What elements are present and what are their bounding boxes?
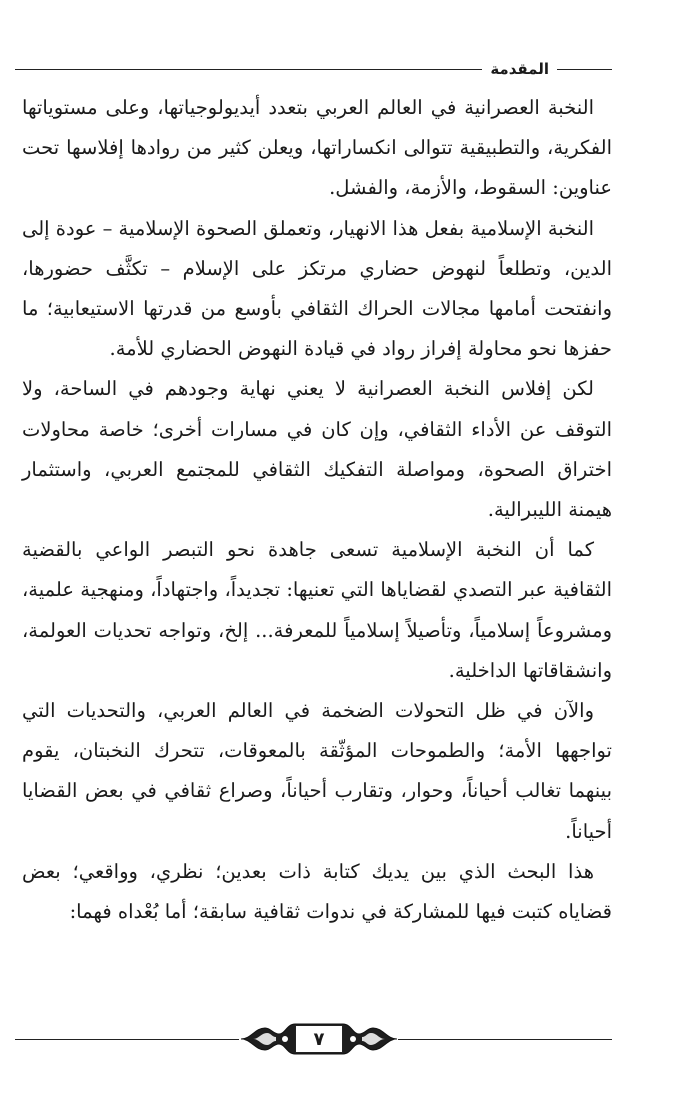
paragraph-1: النخبة العصرانية في العالم العربي بتعدد أيديولوجياتها، وعلى مستوياتها الفكرية، والتطبيقية تتوالى انكساراتها، ويعلن كثير من روادها إفلاسها تحت عناوين: السقوط، والأزمة، والفشل. bbox=[22, 96, 612, 200]
footer-rule-left bbox=[15, 1039, 239, 1040]
running-header-title: المقدمة bbox=[490, 60, 549, 78]
page-number: ٧ bbox=[295, 1025, 343, 1053]
header-rule-left bbox=[15, 69, 482, 70]
page-footer bbox=[15, 1018, 612, 1060]
paragraph-3: لكن إفلاس النخبة العصرانية لا يعني نهاية وجودهم في الساحة، ولا التوقف عن الأداء الثقافي، وإن كان في مسارات أخرى؛ خاصة محاولات اختراق الصحوة، ومواصلة التفكيك الثقافي للمجتمع العربي، واستثمار هيمنة الليبرالية. bbox=[22, 377, 612, 522]
paragraph-2: النخبة الإسلامية بفعل هذا الانهيار، وتعملق الصحوة الإسلامية – عودة إلى الدين، وتطلعاً لنهوض حضاري مرتكز على الإسلام – تكثَّف حضورها، وانفتحت أمامها مجالات الحراك الثقافي بأوسع من قدرتها الاستيعابية؛ ما حفزها نحو محاولة إفراز رواد في قيادة النهوض الحضاري للأمة. bbox=[21, 216, 612, 361]
paragraph-4: كما أن النخبة الإسلامية تسعى جاهدة نحو التبصر الواعي بالقضية الثقافية عبر التصدي لقضاياها التي تعنيها: تجديداً، واجتهاداً، ومنهجية علمية، ومشروعاً إسلامياً، وتأصيلاً إسلامياً للمعرفة... إلخ، وتواجه تحديات العولمة، وانشقاقاتها الداخلية. bbox=[22, 538, 612, 682]
running-header bbox=[15, 58, 612, 80]
footer-rule-right bbox=[398, 1039, 612, 1040]
header-rule-right bbox=[557, 69, 612, 70]
paragraph-6: هذا البحث الذي بين يديك كتابة ذات بعدين؛ نظري، وواقعي؛ بعض قضاياه كتبت فيها للمشاركة في ندوات ثقافية سابقة؛ أما بُعْداه فهما: bbox=[22, 859, 612, 924]
paragraph-5: والآن في ظل التحولات الضخمة في العالم العربي، والتحديات التي تواجهها الأمة؛ والطموحات المؤثّقة بالمعوقات، تتحرك النخبتان، يقوم بينهما تغالب أحياناً، وحوار، وتقارب أحياناً، وصراع ثقافي في بعض القضايا أحياناً. bbox=[22, 699, 612, 843]
body-text bbox=[22, 88, 612, 932]
